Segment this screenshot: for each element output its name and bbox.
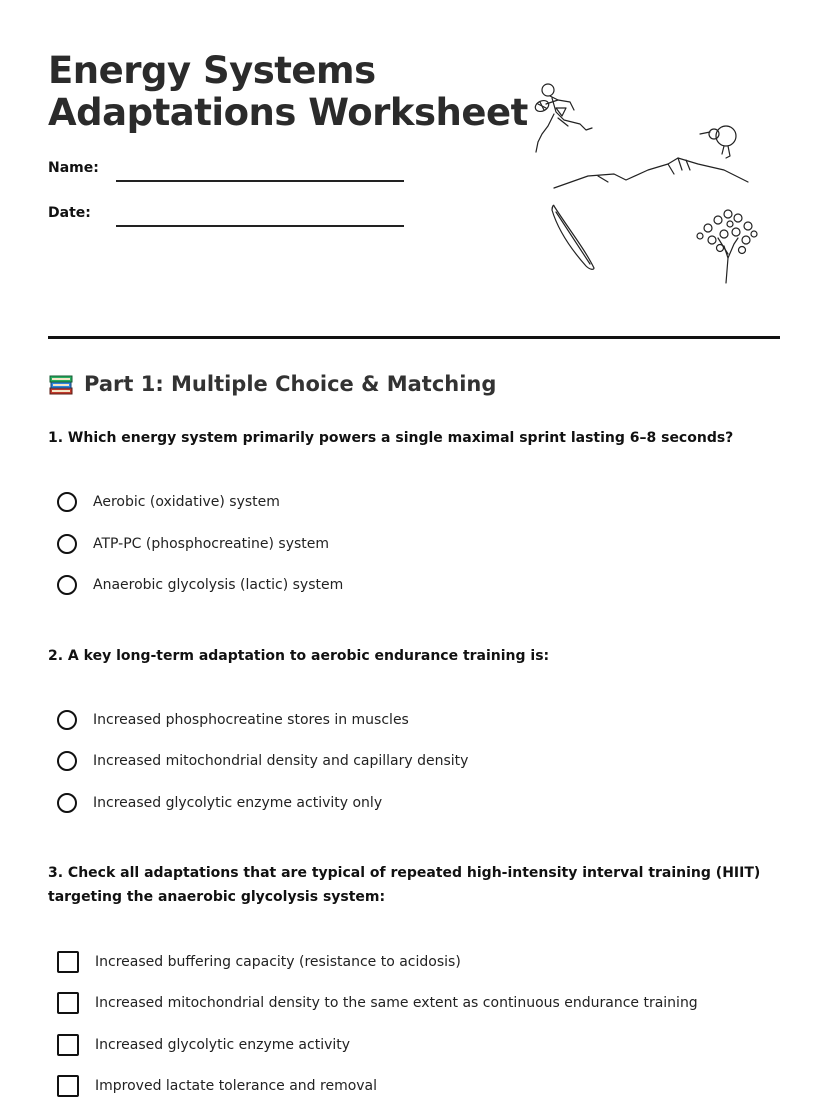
worksheet-title [48, 50, 528, 134]
checkbox[interactable] [57, 992, 79, 1014]
question-1-option-1[interactable] [57, 492, 280, 512]
question-2-option-1[interactable] [57, 710, 409, 730]
option-label: Increased phosphocreatine stores in muscles [93, 712, 409, 728]
title-line-1: Energy Systems [48, 49, 376, 92]
question-3-option-4[interactable] [57, 1075, 377, 1097]
option-label: ATP-PC (phosphocreatine) system [93, 536, 330, 552]
option-label: Increased mitochondrial density to the same extent as continuous endurance training [95, 995, 698, 1011]
question-2: 2. A key long-term adaptation to aerobic endurance training is: [48, 648, 550, 664]
option-label: Improved lactate tolerance and removal [95, 1078, 378, 1094]
date-field[interactable] [116, 225, 404, 227]
rugby-kiwi-mountain-illustration [528, 78, 768, 288]
question-2-option-3[interactable] [57, 793, 382, 813]
date-label: Date: [48, 205, 91, 221]
radio-button[interactable] [57, 575, 77, 595]
rugby-player-icon [534, 84, 592, 152]
question-2-option-2[interactable] [57, 751, 468, 771]
option-label: Increased glycolytic enzyme activity only [93, 795, 383, 811]
option-label: Increased glycolytic enzyme activity [95, 1037, 351, 1053]
option-label: Anaerobic glycolysis (lactic) system [93, 577, 344, 593]
radio-button[interactable] [57, 710, 77, 730]
name-field[interactable] [116, 180, 404, 182]
part1-heading [48, 372, 496, 396]
option-label: Increased mitochondrial density and capillary density [93, 753, 469, 769]
checkbox[interactable] [57, 951, 79, 973]
section-divider [48, 336, 780, 339]
title-line-2: Adaptations Worksheet [48, 91, 528, 134]
question-3-option-3[interactable] [57, 1034, 350, 1056]
question-3-option-1[interactable] [57, 951, 461, 973]
checkbox[interactable] [57, 1075, 79, 1097]
name-label: Name: [48, 160, 99, 176]
question-3-option-2[interactable] [57, 992, 698, 1014]
radio-button[interactable] [57, 751, 77, 771]
radio-button[interactable] [57, 793, 77, 813]
checkbox[interactable] [57, 1034, 79, 1056]
option-label: Aerobic (oxidative) system [93, 494, 280, 510]
question-1: 1. Which energy system primarily powers a single maximal sprint lasting 6–8 seconds? [48, 430, 734, 446]
radio-button[interactable] [57, 492, 77, 512]
question-1-option-2[interactable] [57, 534, 329, 554]
radio-button[interactable] [57, 534, 77, 554]
question-1-option-3[interactable] [57, 575, 343, 595]
option-label: Increased buffering capacity (resistance to acidosis) [95, 954, 461, 970]
flowering-tree-icon [697, 210, 757, 283]
question-3: 3. Check all adaptations that are typical of repeated high-intensity interval training (HIIT) targeting the anaerobic glycolysis system: [48, 865, 761, 905]
part1-heading-text: Part 1: Multiple Choice & Matching [84, 372, 497, 396]
surfboard-icon [552, 205, 594, 269]
books-icon [48, 372, 74, 396]
kiwi-bird-icon [700, 126, 736, 158]
mountain-range-icon [554, 158, 748, 188]
